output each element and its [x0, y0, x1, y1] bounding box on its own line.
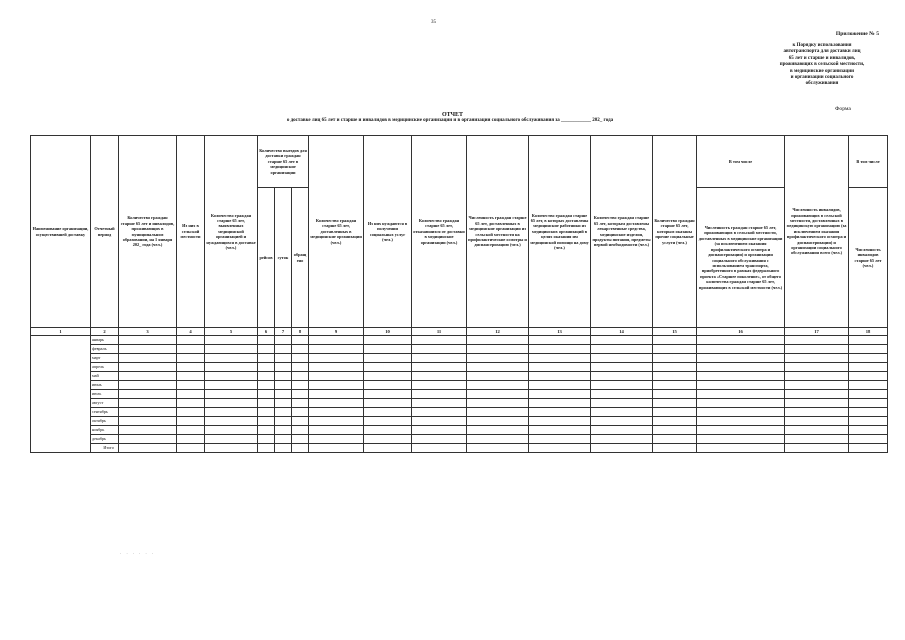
data-cell[interactable] [275, 354, 292, 363]
data-cell[interactable] [849, 435, 888, 444]
data-cell[interactable] [177, 417, 205, 426]
data-cell[interactable] [258, 372, 275, 381]
data-cell[interactable] [412, 345, 467, 354]
data-cell[interactable] [275, 444, 292, 453]
data-cell[interactable] [653, 345, 697, 354]
data-cell[interactable] [119, 354, 177, 363]
data-cell[interactable] [412, 417, 467, 426]
organization-cell[interactable] [31, 336, 91, 453]
data-cell[interactable] [309, 399, 364, 408]
month-label: сентябрь [91, 408, 119, 417]
data-cell[interactable] [177, 345, 205, 354]
data-cell[interactable] [697, 399, 785, 408]
column-number: 12 [467, 328, 529, 336]
column-number: 18 [849, 328, 888, 336]
data-cell[interactable] [697, 435, 785, 444]
data-cell[interactable] [258, 408, 275, 417]
data-cell[interactable] [364, 336, 412, 345]
total-label: Итого [91, 444, 119, 453]
decree-reference [757, 43, 887, 88]
decree-line: автотранспорта для доставки лиц [783, 49, 861, 55]
data-cell[interactable] [529, 417, 591, 426]
data-cell[interactable] [591, 336, 653, 345]
month-label: ноябрь [91, 426, 119, 435]
month-label: февраль [91, 345, 119, 354]
data-cell[interactable] [412, 363, 467, 372]
data-cell[interactable] [785, 390, 849, 399]
month-row [31, 354, 888, 363]
data-cell[interactable] [785, 381, 849, 390]
data-cell[interactable] [467, 363, 529, 372]
data-cell[interactable] [205, 435, 258, 444]
month-row [31, 417, 888, 426]
data-cell[interactable] [205, 426, 258, 435]
month-row [31, 381, 888, 390]
data-cell[interactable] [653, 372, 697, 381]
data-cell[interactable] [119, 408, 177, 417]
form-label: Форма [835, 106, 851, 112]
column-number: 9 [309, 328, 364, 336]
data-cell[interactable] [309, 381, 364, 390]
data-cell[interactable] [529, 426, 591, 435]
data-cell[interactable] [309, 408, 364, 417]
column-number: 1 [31, 328, 91, 336]
data-cell[interactable] [529, 399, 591, 408]
column-number: 11 [412, 328, 467, 336]
data-cell[interactable] [309, 426, 364, 435]
column-number: 5 [205, 328, 258, 336]
data-cell[interactable] [275, 336, 292, 345]
data-cell[interactable] [467, 372, 529, 381]
month-label: апрель [91, 363, 119, 372]
data-cell[interactable] [258, 390, 275, 399]
data-cell[interactable] [467, 381, 529, 390]
data-cell[interactable] [177, 408, 205, 417]
report-subtitle: о доставке лиц 65 лет и старше и инвалидов в медицинские организации и в организации социального обслуживания за ____________ 202_ года [286, 118, 614, 123]
column-number: 17 [785, 328, 849, 336]
data-cell[interactable] [849, 444, 888, 453]
data-cell[interactable] [275, 426, 292, 435]
data-cell[interactable] [529, 372, 591, 381]
month-row [31, 390, 888, 399]
data-cell[interactable] [653, 363, 697, 372]
data-cell[interactable] [591, 354, 653, 363]
data-cell[interactable] [653, 354, 697, 363]
data-cell[interactable] [205, 408, 258, 417]
data-cell[interactable] [364, 444, 412, 453]
data-cell[interactable] [697, 444, 785, 453]
data-cell[interactable] [119, 345, 177, 354]
month-row [31, 435, 888, 444]
data-cell[interactable] [309, 444, 364, 453]
data-cell[interactable] [309, 390, 364, 399]
month-row [31, 426, 888, 435]
data-cell[interactable] [529, 390, 591, 399]
report-title: ОТЧЕТ [441, 112, 464, 118]
data-cell[interactable] [205, 417, 258, 426]
data-cell[interactable] [467, 426, 529, 435]
header-need-social: Из них нуждаются в получении социальных услуг (чел.) [364, 136, 412, 328]
data-cell[interactable] [177, 363, 205, 372]
column-number-row [31, 328, 888, 336]
data-cell[interactable] [412, 444, 467, 453]
data-cell[interactable] [177, 399, 205, 408]
page-number: 35 [431, 20, 436, 25]
data-cell[interactable] [258, 399, 275, 408]
data-cell[interactable] [275, 381, 292, 390]
header-home-care: Количество граждан старше 65 лет, в которых доставлены медицинские работники из медицинских организаций в целях оказания им медицинской помощи на дому (чел.) [529, 136, 591, 328]
header-trips: рейсов [258, 188, 275, 328]
data-cell[interactable] [309, 345, 364, 354]
data-cell[interactable] [292, 408, 309, 417]
appendix-label: Приложение № 5 [835, 31, 879, 37]
decree-line: 65 лет и старше и инвалидов, [788, 55, 856, 61]
header-other-services: Количество граждан старше 65 лет, которым оказаны прочие социальные услуги (чел.) [653, 136, 697, 328]
data-cell[interactable] [785, 372, 849, 381]
data-cell[interactable] [785, 399, 849, 408]
data-cell[interactable] [697, 363, 785, 372]
data-cell[interactable] [529, 336, 591, 345]
data-cell[interactable] [785, 354, 849, 363]
decree-line: в медицинские организации [790, 68, 854, 74]
data-cell[interactable] [591, 390, 653, 399]
data-cell[interactable] [467, 417, 529, 426]
data-cell[interactable] [275, 345, 292, 354]
data-cell[interactable] [205, 390, 258, 399]
data-cell[interactable] [205, 354, 258, 363]
data-cell[interactable] [119, 390, 177, 399]
decree-line: и организации социального [790, 75, 854, 81]
data-cell[interactable] [849, 399, 888, 408]
data-cell[interactable] [309, 336, 364, 345]
data-cell[interactable] [591, 426, 653, 435]
data-cell[interactable] [849, 336, 888, 345]
month-label: август [91, 399, 119, 408]
data-cell[interactable] [177, 336, 205, 345]
header-days: суток [275, 188, 292, 328]
data-cell[interactable] [275, 408, 292, 417]
month-row [31, 399, 888, 408]
data-cell[interactable] [177, 435, 205, 444]
data-cell[interactable] [205, 345, 258, 354]
data-cell[interactable] [412, 426, 467, 435]
month-label: март [91, 354, 119, 363]
header-delivered-medical: Количество граждан старше 65 лет, доставленных в медицинские организации (чел.) [309, 136, 364, 328]
data-cell[interactable] [529, 354, 591, 363]
data-cell[interactable] [697, 390, 785, 399]
column-number: 4 [177, 328, 205, 336]
data-cell[interactable] [258, 426, 275, 435]
month-row [31, 372, 888, 381]
data-cell[interactable] [309, 363, 364, 372]
column-number: 7 [275, 328, 292, 336]
data-cell[interactable] [364, 408, 412, 417]
data-cell[interactable] [275, 399, 292, 408]
data-cell[interactable] [697, 336, 785, 345]
data-cell[interactable] [364, 381, 412, 390]
data-cell[interactable] [849, 354, 888, 363]
data-cell[interactable] [467, 390, 529, 399]
data-cell[interactable] [591, 435, 653, 444]
data-cell[interactable] [205, 444, 258, 453]
data-cell[interactable] [785, 417, 849, 426]
data-cell[interactable] [697, 345, 785, 354]
data-cell[interactable] [205, 399, 258, 408]
column-number: 3 [119, 328, 177, 336]
data-cell[interactable] [467, 408, 529, 417]
data-cell[interactable] [653, 426, 697, 435]
data-cell[interactable] [292, 444, 309, 453]
data-cell[interactable] [258, 345, 275, 354]
month-label: октябрь [91, 417, 119, 426]
data-cell[interactable] [412, 435, 467, 444]
data-cell[interactable] [292, 399, 309, 408]
data-cell[interactable] [258, 354, 275, 363]
month-row [31, 408, 888, 417]
data-cell[interactable] [275, 417, 292, 426]
month-label: май [91, 372, 119, 381]
data-cell[interactable] [275, 390, 292, 399]
data-cell[interactable] [258, 417, 275, 426]
data-cell[interactable] [119, 363, 177, 372]
report-table [30, 135, 888, 453]
data-cell[interactable] [119, 417, 177, 426]
data-cell[interactable] [177, 381, 205, 390]
month-label: январь [91, 336, 119, 345]
data-cell[interactable] [119, 381, 177, 390]
header-refused: Количество граждан старше 65 лет, отказавшихся от доставки в медицинские организации (чел.) [412, 136, 467, 328]
data-cell[interactable] [177, 390, 205, 399]
column-number: 6 [258, 328, 275, 336]
decree-line: проживающих в сельской местности, [779, 62, 865, 68]
data-cell[interactable] [653, 408, 697, 417]
data-cell[interactable] [697, 426, 785, 435]
month-row [31, 336, 888, 345]
data-cell[interactable] [412, 381, 467, 390]
data-cell[interactable] [275, 363, 292, 372]
data-cell[interactable] [785, 345, 849, 354]
data-cell[interactable] [785, 426, 849, 435]
data-cell[interactable] [591, 444, 653, 453]
column-number: 8 [292, 328, 309, 336]
column-number: 15 [653, 328, 697, 336]
total-row [31, 444, 888, 453]
data-cell[interactable] [591, 399, 653, 408]
data-cell[interactable] [292, 426, 309, 435]
data-cell[interactable] [292, 372, 309, 381]
data-cell[interactable] [292, 354, 309, 363]
month-label: июль [91, 390, 119, 399]
header-organization: Наименование организации, осуществившей доставку [31, 136, 91, 328]
header-checkups: Численность граждан старше 65 лет, доставленных в медицинские организации из сельской местности на профилактические осмотры и диспансеризацию (чел.) [467, 136, 529, 328]
data-cell[interactable] [292, 417, 309, 426]
data-cell[interactable] [529, 444, 591, 453]
data-cell[interactable] [258, 381, 275, 390]
header-trips-group: Количество выездов для доставки граждан старше 65 лет в медицинские организации [258, 136, 309, 188]
data-cell[interactable] [292, 381, 309, 390]
data-cell[interactable] [697, 381, 785, 390]
data-cell[interactable] [412, 336, 467, 345]
data-cell[interactable] [412, 390, 467, 399]
data-cell[interactable] [785, 408, 849, 417]
data-cell[interactable] [412, 354, 467, 363]
data-cell[interactable] [364, 417, 412, 426]
data-cell[interactable] [364, 390, 412, 399]
data-cell[interactable] [785, 336, 849, 345]
header-disabled-65: Численность инвалидов старше 65 лет (чел.) [849, 188, 888, 328]
column-number: 2 [91, 328, 119, 336]
decree-line: обслуживания [805, 81, 839, 87]
data-cell[interactable] [292, 363, 309, 372]
data-cell[interactable] [364, 399, 412, 408]
data-cell[interactable] [119, 372, 177, 381]
data-cell[interactable] [309, 354, 364, 363]
header-requests: обращено [292, 188, 309, 328]
data-cell[interactable] [309, 372, 364, 381]
month-label: декабрь [91, 435, 119, 444]
data-cell[interactable] [205, 381, 258, 390]
data-cell[interactable] [119, 399, 177, 408]
data-cell[interactable] [591, 372, 653, 381]
data-cell[interactable] [849, 363, 888, 372]
header-disabled-rural: Численность инвалидов, проживающих в сельской местности, доставленных в медицинскую организацию (за исключением оказания профилактического осмотра и диспансеризации) и организации социального обслуживания всего (чел.) [785, 136, 849, 328]
data-cell[interactable] [529, 408, 591, 417]
data-cell[interactable] [467, 399, 529, 408]
data-cell[interactable] [653, 336, 697, 345]
month-row [31, 363, 888, 372]
data-cell[interactable] [177, 426, 205, 435]
data-cell[interactable] [309, 417, 364, 426]
data-cell[interactable] [119, 435, 177, 444]
data-cell[interactable] [292, 336, 309, 345]
data-cell[interactable] [849, 417, 888, 426]
data-cell[interactable] [412, 399, 467, 408]
data-cell[interactable] [849, 390, 888, 399]
data-cell[interactable] [412, 408, 467, 417]
data-cell[interactable] [467, 354, 529, 363]
data-cell[interactable] [697, 354, 785, 363]
data-cell[interactable] [258, 435, 275, 444]
data-cell[interactable] [849, 408, 888, 417]
scan-marks: · · · · · · [120, 551, 155, 556]
month-row [31, 345, 888, 354]
data-cell[interactable] [785, 363, 849, 372]
data-cell[interactable] [177, 444, 205, 453]
data-cell[interactable] [591, 345, 653, 354]
data-cell[interactable] [258, 444, 275, 453]
header-rural-delivered: Численность граждан старше 65 лет, проживающих в сельской местности, доставленных в медицинские организации (за исключением оказания профилактического осмотра и диспансеризации) и организации социального обслуживания с использованием транспорта, приобретенного в рамках федерального проекта «Старшее поколение», от общего количества граждан старше 65 лет, проживающих в сельской местности (чел.) [697, 188, 785, 328]
data-cell[interactable] [292, 345, 309, 354]
column-number: 13 [529, 328, 591, 336]
data-cell[interactable] [653, 399, 697, 408]
data-cell[interactable] [258, 336, 275, 345]
data-cell[interactable] [119, 426, 177, 435]
data-cell[interactable] [177, 372, 205, 381]
data-cell[interactable] [467, 444, 529, 453]
data-cell[interactable] [697, 408, 785, 417]
data-cell[interactable] [529, 381, 591, 390]
column-number: 10 [364, 328, 412, 336]
data-cell[interactable] [785, 435, 849, 444]
data-cell[interactable] [205, 363, 258, 372]
data-cell[interactable] [309, 435, 364, 444]
header-identified: Количество граждан старше 65 лет, выявленных медицинской организацией и нуждающихся в доставке (чел.) [205, 136, 258, 328]
data-cell[interactable] [205, 336, 258, 345]
data-cell[interactable] [849, 372, 888, 381]
data-cell[interactable] [364, 426, 412, 435]
data-cell[interactable] [177, 354, 205, 363]
data-cell[interactable] [653, 390, 697, 399]
data-cell[interactable] [697, 417, 785, 426]
data-cell[interactable] [591, 417, 653, 426]
data-cell[interactable] [653, 381, 697, 390]
data-cell[interactable] [364, 363, 412, 372]
data-cell[interactable] [364, 435, 412, 444]
month-label: июнь [91, 381, 119, 390]
header-period: Отчетный период [91, 136, 119, 328]
data-cell[interactable] [412, 372, 467, 381]
column-number: 14 [591, 328, 653, 336]
decree-line: к Порядку использования [792, 43, 852, 48]
data-cell[interactable] [364, 345, 412, 354]
data-cell[interactable] [529, 435, 591, 444]
header-supplies: Количество граждан старше 65 лет, которым доставлены лекарственные средства, медицинские изделия, продукты питания, предметы первой необходимости (чел.) [591, 136, 653, 328]
header-total-citizens: Количество граждан старше 65 лет и инвалидов, проживающих в муниципальном образовании, на 1 января 202_ года (чел.) [119, 136, 177, 328]
data-cell[interactable] [653, 417, 697, 426]
data-cell[interactable] [785, 444, 849, 453]
header-including-group: В том числе [697, 136, 785, 188]
data-cell[interactable] [591, 363, 653, 372]
column-number: 16 [697, 328, 785, 336]
data-cell[interactable] [529, 363, 591, 372]
data-cell[interactable] [292, 435, 309, 444]
data-cell[interactable] [119, 444, 177, 453]
data-cell[interactable] [467, 345, 529, 354]
data-cell[interactable] [653, 444, 697, 453]
data-cell[interactable] [119, 336, 177, 345]
data-cell[interactable] [591, 408, 653, 417]
data-cell[interactable] [653, 435, 697, 444]
data-cell[interactable] [591, 381, 653, 390]
data-cell[interactable] [467, 435, 529, 444]
data-cell[interactable] [258, 363, 275, 372]
data-cell[interactable] [205, 372, 258, 381]
header-rural: Из них в сельской местности [177, 136, 205, 328]
data-cell[interactable] [529, 345, 591, 354]
data-cell[interactable] [275, 372, 292, 381]
header-including-group-2: В том числе [849, 136, 888, 188]
data-cell[interactable] [697, 372, 785, 381]
data-cell[interactable] [292, 390, 309, 399]
data-cell[interactable] [467, 336, 529, 345]
data-cell[interactable] [364, 372, 412, 381]
data-cell[interactable] [364, 354, 412, 363]
data-cell[interactable] [849, 345, 888, 354]
data-cell[interactable] [849, 381, 888, 390]
data-cell[interactable] [275, 435, 292, 444]
data-cell[interactable] [849, 426, 888, 435]
